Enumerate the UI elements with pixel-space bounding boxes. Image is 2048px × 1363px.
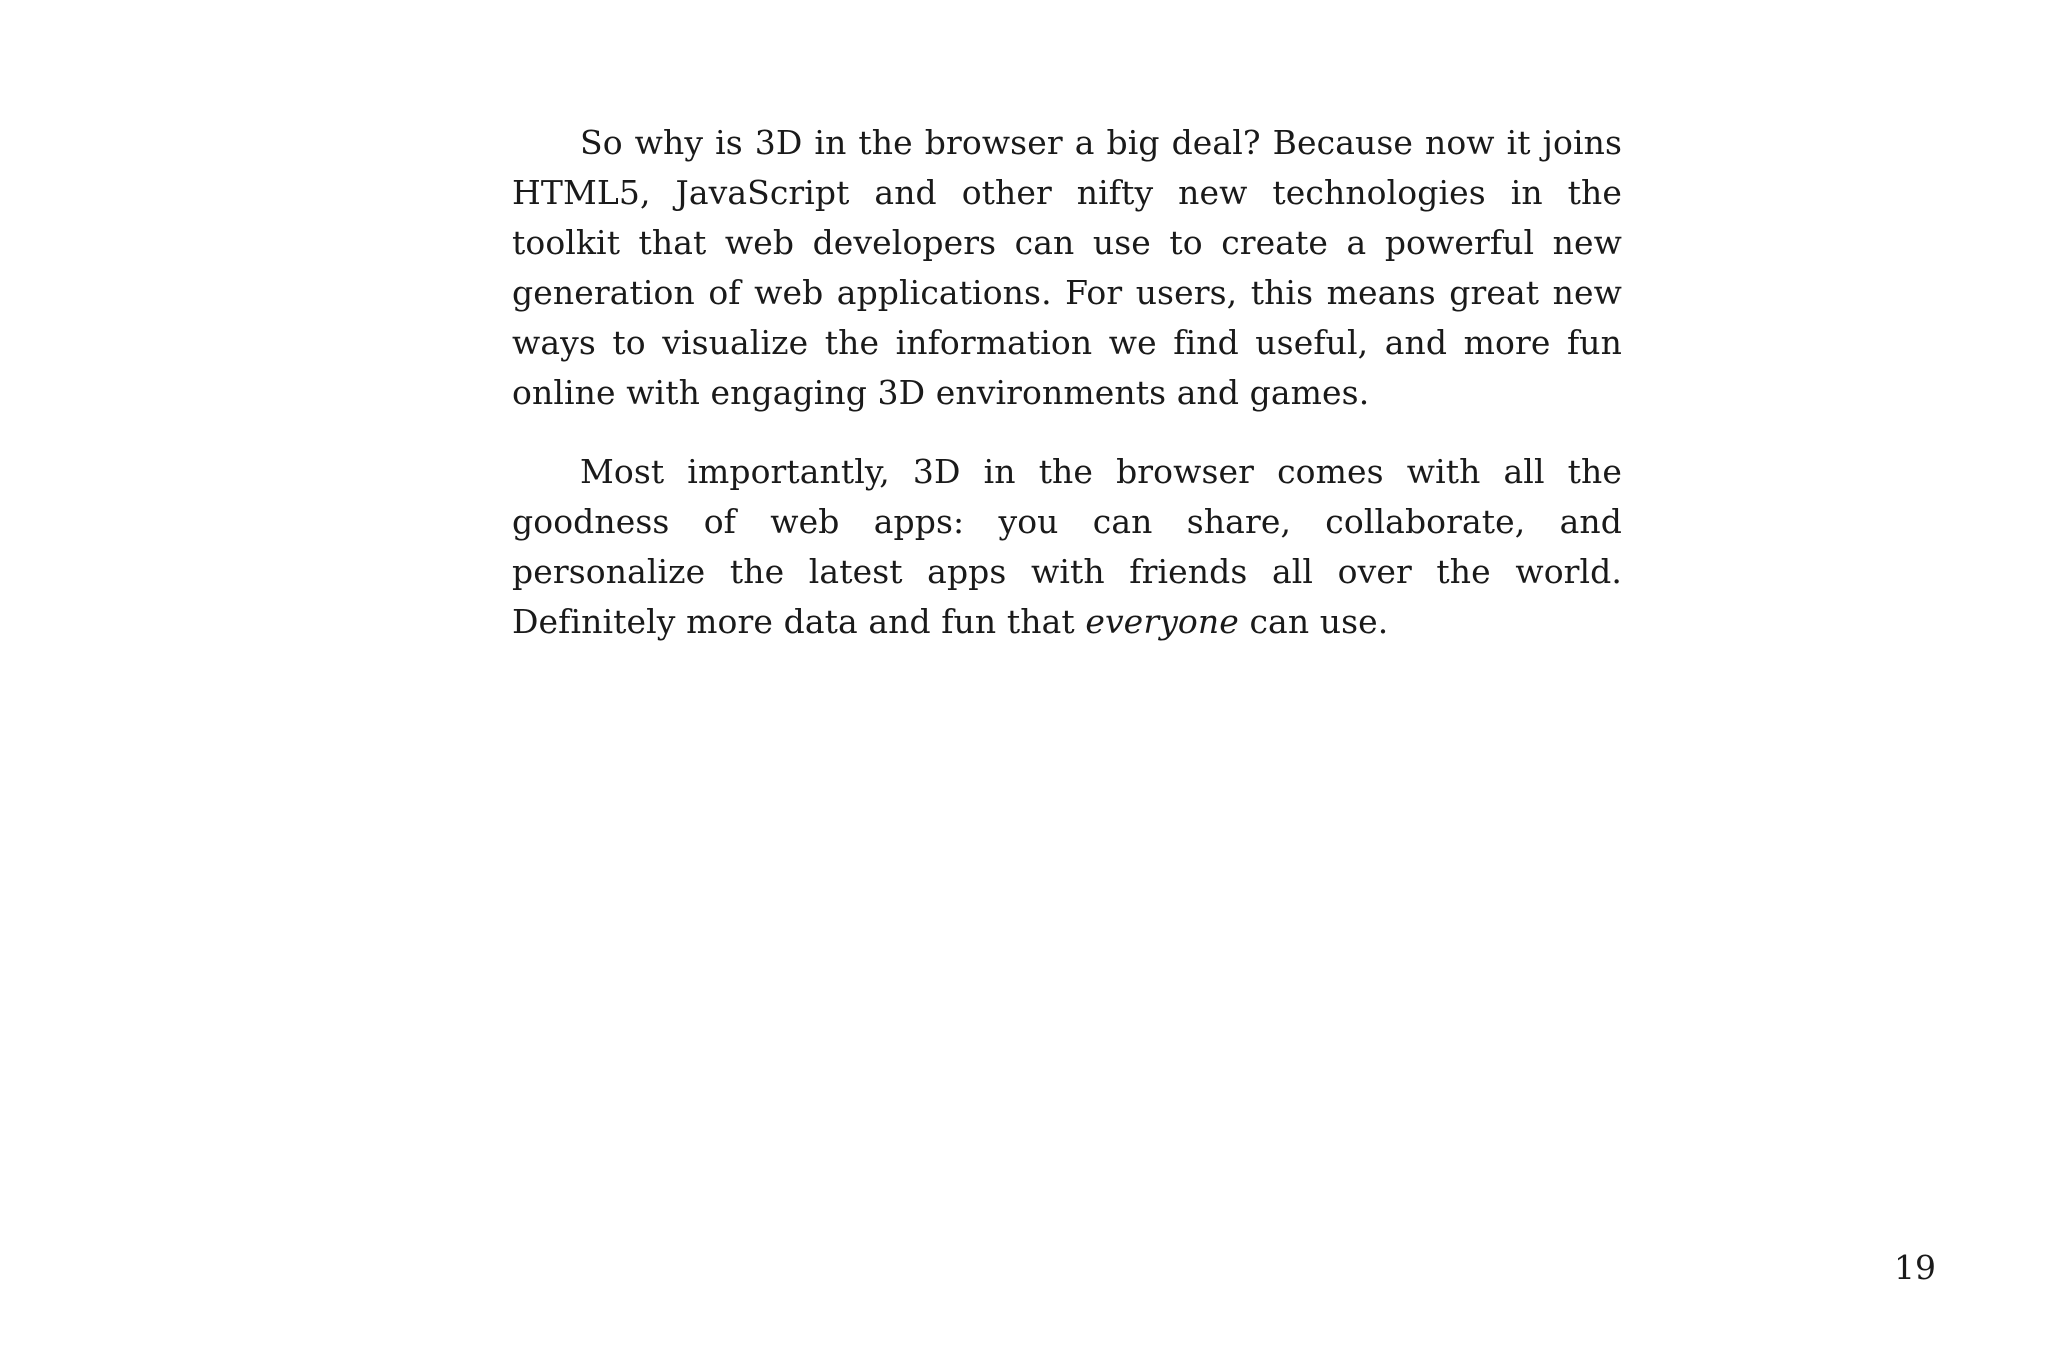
emphasis-everyone: everyone: [1085, 602, 1239, 641]
paragraph-1: [512, 118, 1622, 418]
body-text: [512, 118, 1622, 647]
paragraph-2-text-start: Most importantly, 3D in the browser comes with all the goodness of web apps: you can share, collaborate, and personalize the latest apps with friends all over the world. Definitely more data and fun that: [512, 452, 1622, 641]
paragraph-1-text: So why is 3D in the browser a big deal? Because now it joins HTML5, JavaScript and other nifty new technologies in the toolkit that web developers can use to create a powerful new generation of web applications. For users, this means great new ways to visualize the information we find useful, and more fun online with engaging 3D environments and games.: [512, 123, 1622, 412]
paragraph-2: [512, 447, 1622, 647]
paragraph-2-text-end: can use.: [1238, 602, 1389, 641]
page-number: 19: [1894, 1248, 1936, 1287]
